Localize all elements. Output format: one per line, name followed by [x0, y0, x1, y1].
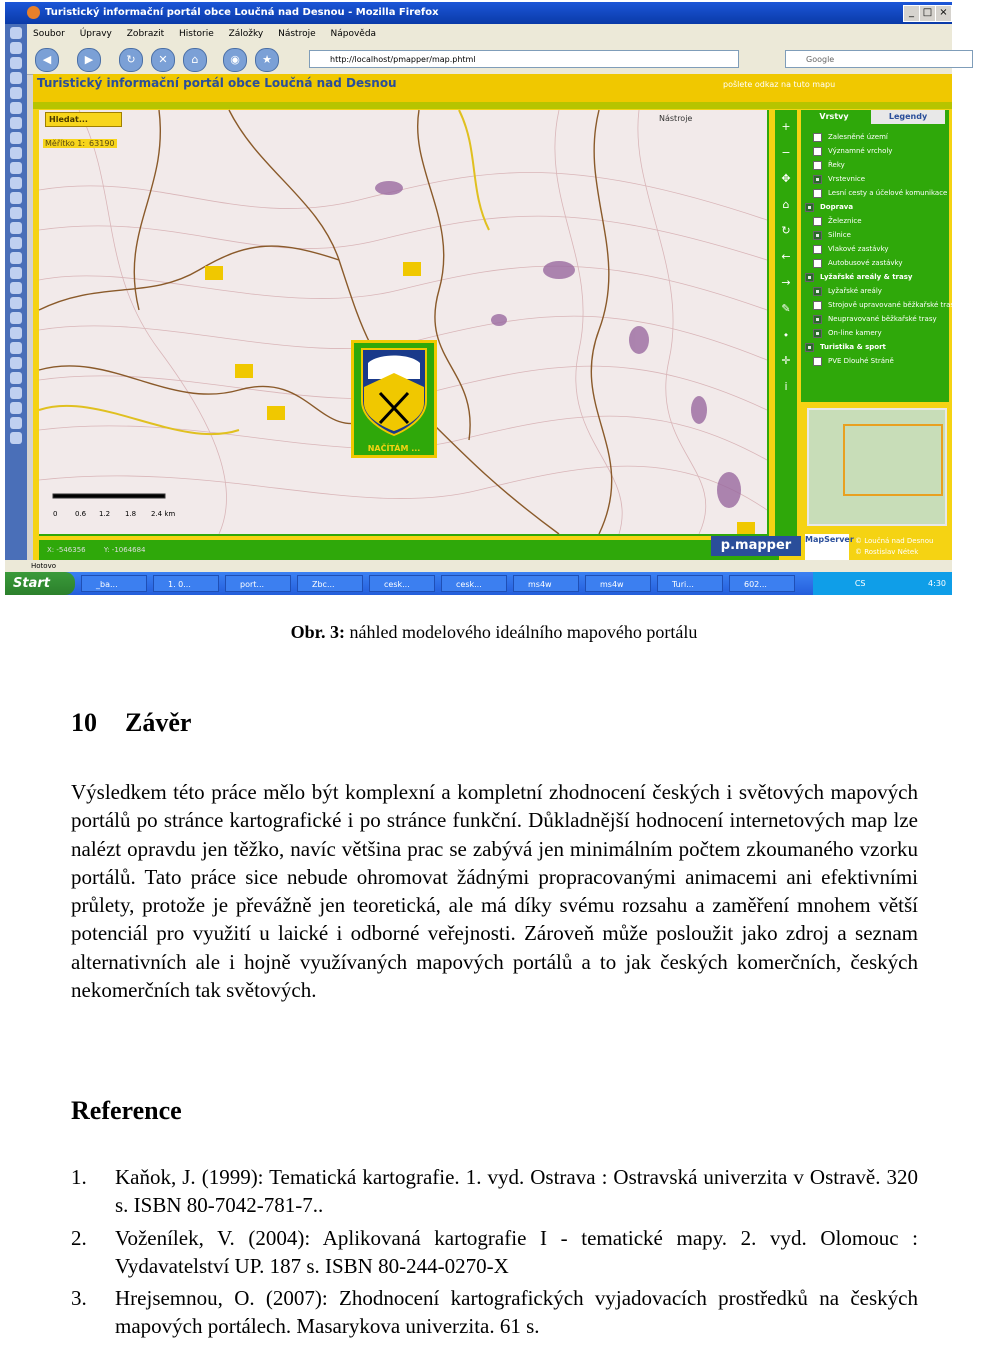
pmapper-logo: p.mapper: [711, 536, 801, 556]
taskbar-item[interactable]: cesk...: [369, 575, 435, 592]
layer-label: Železnice: [828, 217, 862, 225]
start-button[interactable]: Start: [5, 572, 75, 595]
maximize-button[interactable]: □: [919, 5, 936, 22]
layer-checkbox[interactable]: [813, 231, 822, 240]
layer-checkbox[interactable]: [813, 287, 822, 296]
layer-label: Autobusové zastávky: [828, 259, 903, 267]
layer-item[interactable]: [801, 340, 941, 354]
layer-checkbox[interactable]: [813, 329, 822, 338]
firefox-icon: [27, 6, 40, 19]
layer-panel: [801, 110, 959, 402]
layer-item[interactable]: [801, 214, 941, 228]
layer-checkbox[interactable]: [813, 133, 822, 142]
menu-view[interactable]: Zobrazit: [126, 29, 165, 39]
layer-item[interactable]: [801, 158, 941, 172]
map-canvas[interactable]: Hledat... Měřítko 1: 63190 Nástroje NAČÍTÁM ... 0 0.6 1.2 1.8 2.4 km: [39, 110, 767, 534]
zoom-in-icon[interactable]: +: [781, 120, 791, 133]
menu-history[interactable]: Historie: [179, 29, 214, 39]
window-title: Turistický informační portál obce Loučná nad Desnou - Mozilla Firefox: [45, 7, 439, 18]
home-extent-icon[interactable]: ⌂: [782, 198, 790, 211]
copyright: © Loučná nad Desnou © Rostislav Nétek: [855, 537, 934, 556]
layer-label: Silnice: [828, 231, 851, 239]
layer-label: Strojově upravované běžkařské trasy: [828, 301, 959, 309]
webcam-marker: [737, 522, 755, 534]
layer-item[interactable]: [801, 312, 941, 326]
measure-icon[interactable]: ✎: [781, 302, 791, 315]
layer-item[interactable]: [801, 354, 941, 368]
layer-item[interactable]: [801, 172, 941, 186]
layer-label: PVE Dlouhé Stráně: [828, 357, 894, 365]
browser-status-bar: [5, 560, 952, 572]
overview-extent[interactable]: [843, 424, 943, 496]
app-title: Turistický informační portál obce Loučná nad Desnou: [37, 76, 397, 90]
layer-item[interactable]: [801, 298, 959, 312]
menu-edit[interactable]: Úpravy: [79, 29, 112, 39]
coord-x: X: -546356: [47, 546, 86, 554]
window-titlebar: [5, 2, 952, 24]
layer-checkbox[interactable]: [805, 203, 814, 212]
refresh-icon[interactable]: ↻: [781, 224, 791, 237]
layer-item[interactable]: [801, 284, 941, 298]
map-portal-app: [33, 74, 959, 572]
taskbar-item[interactable]: _ba...: [81, 575, 147, 592]
layer-checkbox[interactable]: [813, 147, 822, 156]
pan-icon[interactable]: ✥: [781, 172, 791, 185]
tools-dropdown[interactable]: Nástroje: [659, 114, 693, 123]
layer-item[interactable]: [801, 186, 948, 200]
section-number: 10: [71, 708, 97, 737]
coat-of-arms-icon: [354, 343, 434, 439]
references-list: [71, 1163, 918, 1345]
home-icon[interactable]: ⌂: [183, 48, 207, 72]
taskbar-item[interactable]: Turi...: [657, 575, 723, 592]
layer-label: Lesní cesty a účelové komunikace: [828, 189, 948, 197]
zoom-out-icon[interactable]: −: [781, 146, 791, 159]
taskbar: [5, 572, 952, 595]
scale-value: 63190: [89, 139, 115, 148]
status-text: Hotovo: [31, 562, 56, 570]
mapserver-logo: MapServer: [805, 534, 849, 560]
info-icon[interactable]: i: [784, 380, 788, 393]
layer-checkbox[interactable]: [813, 189, 822, 198]
layer-checkbox[interactable]: [813, 217, 822, 226]
stop-icon[interactable]: ✕: [151, 48, 175, 72]
layer-item[interactable]: [801, 200, 941, 214]
layer-label: Vrstevnice: [828, 175, 866, 183]
webcam-marker: [205, 266, 223, 280]
webcam-marker: [267, 406, 285, 420]
section-heading: [71, 708, 191, 738]
coord-y: Y: -1064684: [103, 546, 146, 554]
select-icon[interactable]: ⬩: [784, 328, 788, 341]
layer-checkbox[interactable]: [813, 245, 822, 254]
map-frame: [39, 110, 769, 536]
taskbar-item[interactable]: ms4w: [585, 575, 651, 592]
layer-list: [801, 130, 959, 368]
tab-layers[interactable]: Vrstvy: [819, 112, 849, 121]
layer-checkbox[interactable]: [813, 175, 822, 184]
scale-label: Měřítko 1:: [45, 139, 86, 148]
layer-item[interactable]: [801, 144, 941, 158]
layer-label: Neupravované běžkařské trasy: [828, 315, 937, 323]
layer-item[interactable]: [801, 270, 941, 284]
search-box[interactable]: Google: [785, 50, 973, 68]
forward-icon[interactable]: ▶: [77, 48, 101, 72]
layer-label: Lyžařské areály & trasy: [820, 273, 913, 281]
globe-icon[interactable]: ◉: [223, 48, 247, 72]
close-button[interactable]: ×: [935, 5, 952, 22]
address-bar[interactable]: http://localhost/pmapper/map.phtml: [309, 50, 739, 68]
reference-item: 1. Kaňok, J. (1999): Tematická kartografie. 1. vyd. Ostrava : Ostravská univerzita v Ostravě. 320 s. ISBN 80-7042-781-7..: [71, 1165, 918, 1218]
map-tools: [775, 110, 797, 536]
menu-file[interactable]: Soubor: [33, 29, 65, 39]
search-dropdown[interactable]: Hledat...: [45, 112, 122, 127]
reference-item: 3. Hrejsemnou, O. (2007): Zhodnocení kartografických vyjadovacích prostředků na českých mapových portálech. Masarykova univerzita. 61 s.: [71, 1286, 918, 1339]
layer-checkbox[interactable]: [813, 357, 822, 366]
taskbar-item[interactable]: port...: [225, 575, 291, 592]
caption-text: náhled modelového ideálního mapového portálu: [344, 622, 698, 642]
app-header: [33, 74, 952, 102]
references-heading: Reference: [71, 1096, 182, 1125]
layer-label: Lyžařské areály: [828, 287, 882, 295]
layer-item[interactable]: [801, 326, 941, 340]
overview-map[interactable]: [807, 408, 947, 526]
layer-label: Vlakové zastávky: [828, 245, 889, 253]
map-graphics: [39, 110, 767, 534]
layer-label: Řeky: [828, 161, 845, 169]
layer-checkbox[interactable]: [813, 259, 822, 268]
layer-checkbox[interactable]: [805, 343, 814, 352]
layer-item[interactable]: [801, 130, 941, 144]
language-indicator[interactable]: CS: [854, 579, 866, 588]
menu-bookmarks[interactable]: Záložky: [228, 29, 264, 39]
section-title: Závěr: [125, 708, 192, 737]
back-arrow-icon[interactable]: ←: [781, 250, 791, 263]
back-icon[interactable]: ◀: [35, 48, 59, 72]
forward-arrow-icon[interactable]: →: [781, 276, 791, 289]
menu-bar: [27, 24, 952, 44]
minimize-button[interactable]: _: [903, 5, 920, 22]
layer-item[interactable]: [801, 228, 941, 242]
coordinate-bar: [39, 540, 779, 560]
conclusion-paragraph: Výsledkem této práce mělo být komplexní a kompletní zhodnocení českých i světových mapových portálů po stránce kartografické i po stránce funkční. Důkladnější hodnocení internetových map lze nalézt opravdu jen těžko, navíc většina prac se zabývá jen minimálním počtem zkoumaného vzorku portálů. Tato práce sice nebude ohromovat žádnými propracovanými animacemi ani efektivními průlety, protože je převážně jen teoretická, ale má díky svému rozsahu a zaměření mnohem větší potenciál pro využití u laické i odborné veřejnosti. Zároveň může posloužit jako zdroj a seznam alternativních ale i hojně využívaných mapových portálů a to jak českých komerčních, českých nekomerčních tak světových.: [71, 780, 918, 1003]
taskbar-item[interactable]: 1. 0...: [153, 575, 219, 592]
share-link[interactable]: pošlete odkaz na tuto mapu: [723, 80, 836, 89]
reload-icon[interactable]: ↻: [119, 48, 143, 72]
layer-checkbox[interactable]: [813, 301, 822, 310]
loading-indicator: [351, 340, 437, 458]
menu-tools[interactable]: Nástroje: [278, 29, 316, 39]
caption-label: Obr. 3:: [290, 622, 345, 642]
taskbar-item[interactable]: cesk...: [441, 575, 507, 592]
taskbar-item[interactable]: ms4w: [513, 575, 579, 592]
layer-item[interactable]: [801, 256, 941, 270]
webcam-marker: [235, 364, 253, 378]
left-toolbar: [5, 24, 27, 572]
webcam-marker: [403, 262, 421, 276]
taskbar-item[interactable]: Zbc...: [297, 575, 363, 592]
loading-label: NAČÍTÁM ...: [367, 444, 421, 453]
layer-label: Doprava: [820, 203, 854, 211]
menu-help[interactable]: Nápověda: [330, 29, 377, 39]
coordinates-icon[interactable]: ✛: [781, 354, 791, 367]
reference-item: 2. Voženílek, V. (2004): Aplikovaná kartografie I - tematické mapy. 2. vyd. Olomouc : Vydavatelství UP. 187 s. ISBN 80-244-0270-X: [71, 1225, 918, 1278]
layer-label: Významné vrcholy: [828, 147, 893, 155]
clock: 4:30: [928, 579, 946, 588]
figure-caption: [0, 622, 988, 643]
layer-checkbox[interactable]: [805, 273, 814, 282]
tab-legend[interactable]: Legendy: [871, 110, 945, 124]
layer-label: Zalesněné území: [828, 133, 888, 141]
browser-screenshot: [5, 2, 959, 595]
layer-label: Turistika & sport: [820, 343, 886, 351]
bookmark-icon[interactable]: ★: [255, 48, 279, 72]
layer-checkbox[interactable]: [813, 161, 822, 170]
navigation-toolbar: [27, 44, 952, 75]
scale-input[interactable]: [43, 138, 143, 150]
system-tray: [813, 572, 952, 595]
layer-item[interactable]: [801, 242, 941, 256]
taskbar-item[interactable]: 602...: [729, 575, 795, 592]
layer-label: On-line kamery: [828, 329, 882, 337]
layer-checkbox[interactable]: [813, 315, 822, 324]
